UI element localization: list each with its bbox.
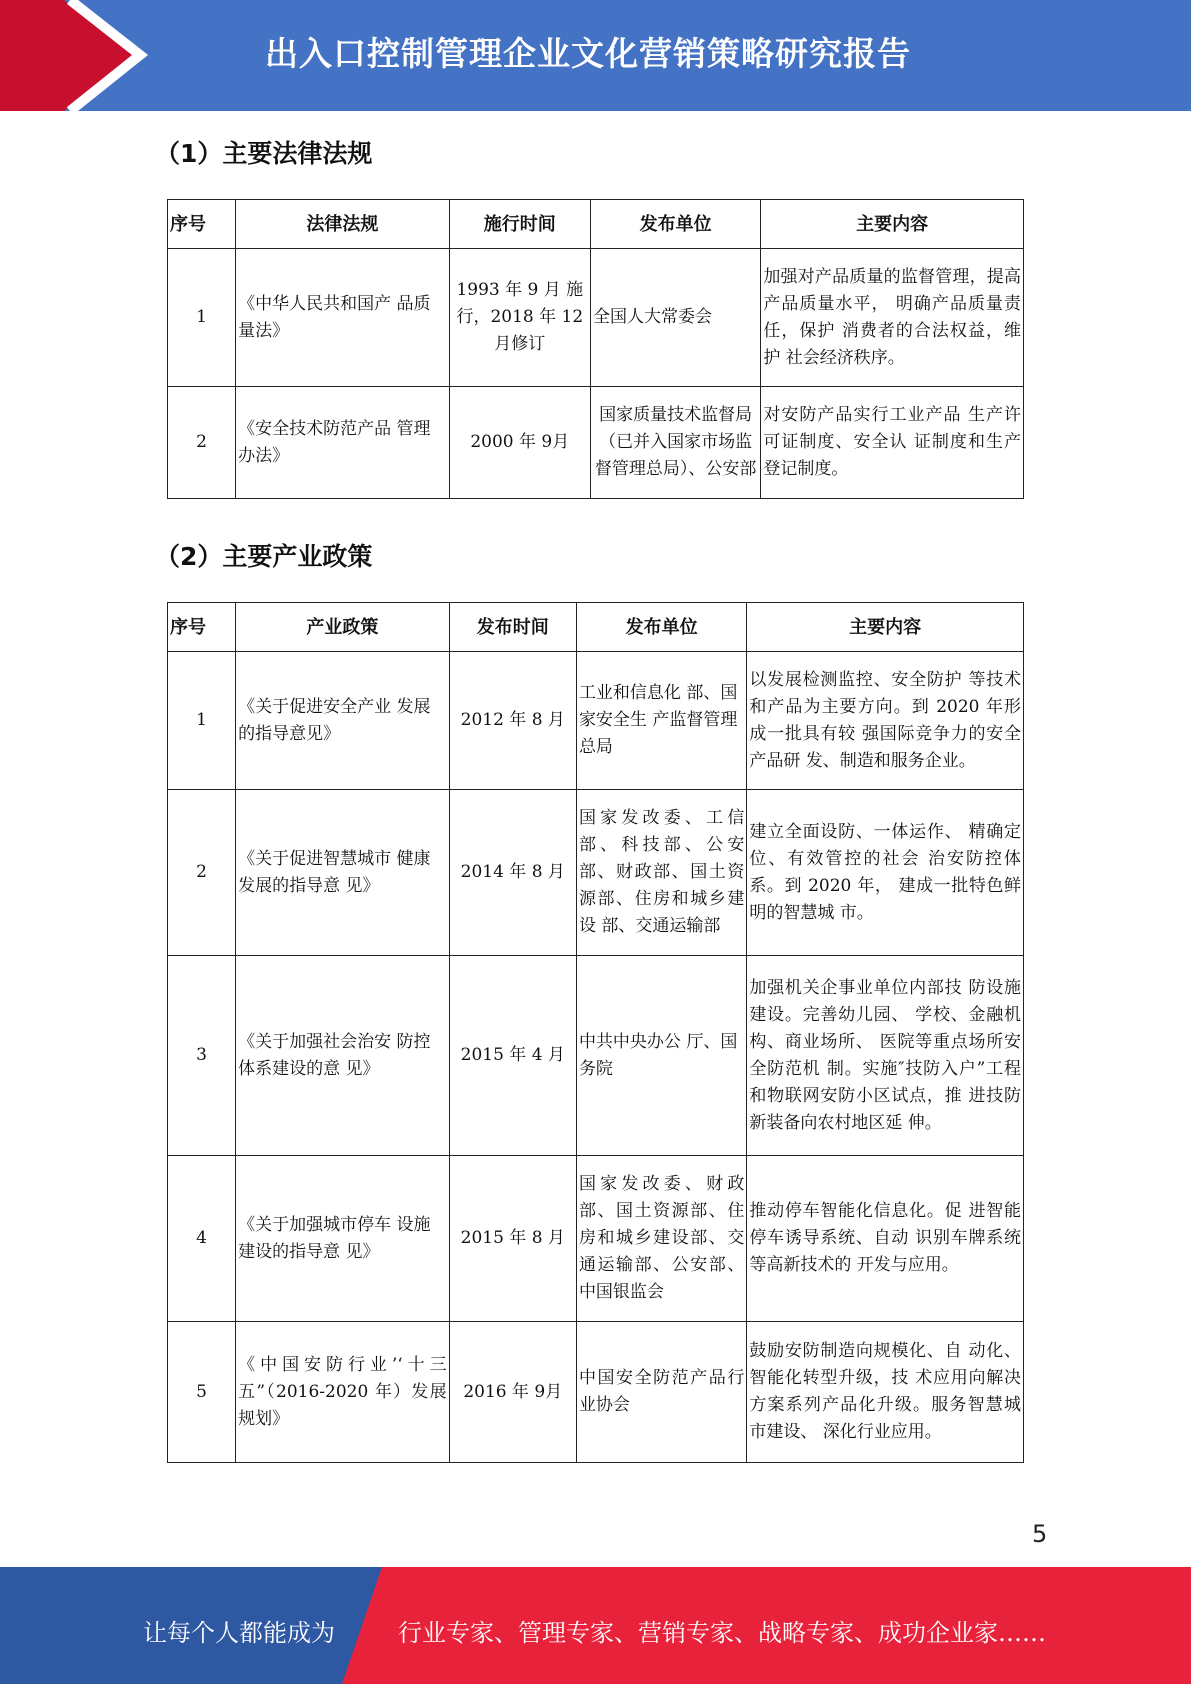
cell-content: 加强对产品质量的监督管理，提高产品质量水平， 明确产品质量责任，保护 消费者的合法权益，维护 社会经济秩序。 [761,249,1024,387]
cell-no: 1 [168,652,236,790]
page-number: 5 [1032,1520,1048,1548]
header-cell: 发布单位 [576,603,746,652]
cell-time: 2015 年 8 月 [449,1156,576,1322]
cell-time: 2014 年 8 月 [449,790,576,956]
cell-org: 国家发改委、财政部、国土资源部、住房和城乡建设部、交通运输部、公安部、中国银监会 [576,1156,746,1322]
footer-slogan-left: 让每个人都能成为 [143,1619,335,1647]
table-row [168,956,1024,1156]
cell-name: 《关于加强社会治安 防控体系建设的意 见》 [236,956,449,1156]
cell-org: 中共中央办公 厅、国务院 [576,956,746,1156]
header-cell: 主要内容 [747,603,1024,652]
cell-name: 《关于加强城市停车 设施建设的指导意 见》 [236,1156,449,1322]
header-cell: 法律法规 [236,200,449,249]
cell-name: 《关于促进安全产业 发展的指导意见》 [236,652,449,790]
cell-no: 1 [168,249,236,387]
cell-no: 2 [168,387,236,499]
cell-content: 对安防产品实行工业产品 生产许可证制度、安全认 证制度和生产登记制度。 [761,387,1024,499]
table-row [168,652,1024,790]
header-cell: 主要内容 [761,200,1024,249]
footer-slogan-right: 行业专家、管理专家、营销专家、战略专家、成功企业家…… [398,1619,1046,1647]
cell-content: 以发展检测监控、安全防护 等技术和产品为主要方向。到 2020 年形成一批具有较 强国际竞争力的安全产品研 发、制造和服务企业。 [747,652,1024,790]
section-title-laws: （1）主要法律法规 [155,139,373,168]
cell-org: 工业和信息化 部、国家安全生 产监督管理总局 [576,652,746,790]
cell-name: 《关于促进智慧城市 健康发展的指导意 见》 [236,790,449,956]
cell-content: 建立全面设防、一体运作、 精确定位、有效管控的社会 治安防控体系。到 2020 年， 建成一批特色鲜明的智慧城 市。 [747,790,1024,956]
cell-time: 2016 年 9月 [449,1322,576,1463]
cell-name: 《中国安防行业’‘十三五”（2016-2020 年）发展规划》 [236,1322,449,1463]
section-title-policies: （2）主要产业政策 [155,542,373,571]
cell-no: 4 [168,1156,236,1322]
cell-no: 5 [168,1322,236,1463]
cell-content: 鼓励安防制造向规模化、自 动化、智能化转型升级，技 术应用向解决方案系列产品化升级。服务智慧城市建设、 深化行业应用。 [747,1322,1024,1463]
cell-content: 加强机关企事业单位内部技 防设施建设。完善幼儿园、 学校、金融机构、商业场所、 医院等重点场所安全防范机 制。实施″技防入户”工程 和物联网安防小区试点，推 进技防新装备向农村地区延 伸。 [747,956,1024,1156]
report-title: 出入口控制管理企业文化营销策略研究报告 [265,34,911,73]
table-header-row [168,200,1024,249]
cell-name: 《中华人民共和国产 品质量法》 [236,249,449,387]
header-banner [0,0,1191,111]
cell-time: 2015 年 4 月 [449,956,576,1156]
table-row [168,1156,1024,1322]
cell-content: 推动停车智能化信息化。促 进智能停车诱导系统、自动 识别车牌系统等高新技术的 开发与应用。 [747,1156,1024,1322]
header-cell: 序号 [168,603,236,652]
laws-table [167,199,1024,499]
header-cell: 发布时间 [449,603,576,652]
cell-no: 2 [168,790,236,956]
cell-org: 全国人大常委会 [590,249,760,387]
table-header-row [168,603,1024,652]
header-cell: 施行时间 [449,200,590,249]
cell-org: 国家质量技术监督局（已并入国家市场监督管理总局）、公安部 [590,387,760,499]
header-cell: 产业政策 [236,603,449,652]
table-row [168,1322,1024,1463]
cell-time: 2000 年 9月 [449,387,590,499]
table-row [168,387,1024,499]
table-row [168,249,1024,387]
cell-time: 1993 年 9 月 施行，2018 年 12 月修订 [449,249,590,387]
cell-org: 中国安全防范产品行业协会 [576,1322,746,1463]
table-row [168,790,1024,956]
header-cell: 发布单位 [590,200,760,249]
cell-name: 《安全技术防范产品 管理办法》 [236,387,449,499]
cell-time: 2012 年 8 月 [449,652,576,790]
cell-org: 国家发改委、工信部、科技部、公安部、财政部、国土资源部、住房和城乡建设 部、交通运输部 [576,790,746,956]
cell-no: 3 [168,956,236,1156]
header-cell: 序号 [168,200,236,249]
policies-table [167,602,1024,1463]
